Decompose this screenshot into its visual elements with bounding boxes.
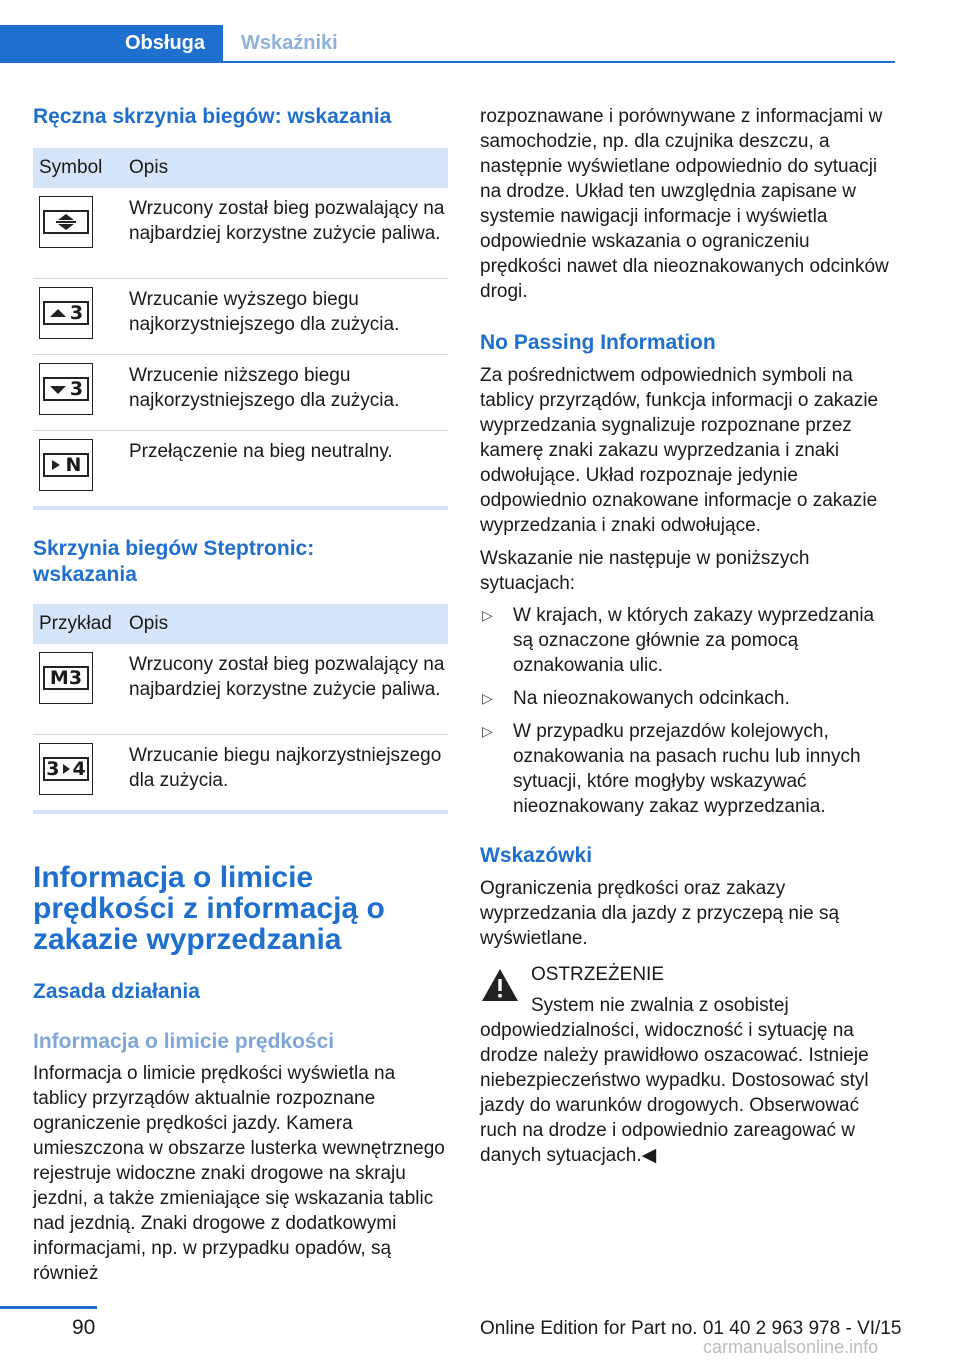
tab-label: Obsługa bbox=[124, 31, 205, 54]
tab-wskazniki[interactable] bbox=[241, 25, 338, 61]
manual-gear-title: Ręczna skrzynia biegów: wskazania bbox=[33, 105, 392, 128]
table-header-row bbox=[33, 604, 448, 644]
no-passing-title: No Passing Information bbox=[480, 331, 716, 354]
optimal-gear-icon bbox=[39, 196, 93, 248]
neutral-gear-icon: N bbox=[39, 439, 93, 491]
row-desc: Przełączenie na bieg neutralny. bbox=[129, 440, 393, 462]
list-item: ▷ Na nieoznakowanych odcinkach. bbox=[482, 688, 790, 709]
warning-text: System nie zwalnia z osobistej odpowiedzialności, widoczność i sytuację na drodze należy prawidłowo oszacować. Istnieje niebezpieczeństwo wypadku. Dostosować styl jazdy do warunków drogowych. Obserwować ruch na drodze i odpowiednio zareagować w danych sytuacjach.◀ bbox=[480, 995, 869, 1166]
col-symbol-header: Symbol bbox=[33, 148, 121, 188]
limit-text-cont: rozpoznawane i porównywane z informacjami w samochodzie, np. dla czujnika deszczu, a następnie wyświetlane odpowiednio do sytuacji na drodze. Układ ten uwzględnia zapisane w systemie nawigacji informacje i wyświetla odpowiednie wskazania o ograniczeniu prędkości nawet dla nieoznakowanych odcinków drogi. bbox=[480, 106, 889, 302]
no-passing-text: Za pośrednictwem odpowiednich symboli na tablicy przyrządów, funkcja informacji o zakazie wyprzedzania sygnalizuje rozpoznane przez kamerę znaki zakazu wyprzedzania i znaki odwołujące. Układ rozpoznaje jedynie odpowiednio oznakowane informacje o zakazie wyprzedzania i znaki odwołujące. bbox=[480, 365, 879, 536]
steptronic-title: Skrzynia biegów Steptronic: wskazania bbox=[33, 537, 315, 586]
table-row bbox=[33, 430, 448, 506]
speed-info-title: Informacja o limicie prędkości z informacją o zakazie wyprzedzania bbox=[33, 861, 385, 956]
col-example-header: Przykład bbox=[33, 604, 121, 644]
list-item: ▷ W krajach, w których zakazy wyprzedzania są oznaczone głównie za pomocą oznakowania ulic. bbox=[482, 605, 875, 676]
footer-rule bbox=[0, 1306, 97, 1309]
shift-up-icon: 3 bbox=[39, 287, 93, 339]
shift-3-to-4-icon: 3 4 bbox=[39, 743, 93, 795]
table-row bbox=[33, 188, 448, 278]
row-desc: Wrzucanie wyższego biegu najkorzystniejszego dla zużycia. bbox=[121, 278, 448, 354]
steptronic-table bbox=[33, 604, 448, 810]
warning-triangle-icon bbox=[480, 967, 520, 1003]
header-bar bbox=[0, 25, 895, 63]
limit-text: Informacja o limicie prędkości wyświetla na tablicy przyrządów aktualnie rozpoznane ograniczenie prędkości jazdy. Kamera umieszczona w obszarze lusterka wewnętrznego rejestruje widoczne znaki drogowe na skraju jezdni, a także zmieniające się wskazania tablic nad jezdnią. Znaki drogowe z dodatkowymi informacjami, np. w przypadku opadów, są również bbox=[33, 1063, 445, 1284]
table-row bbox=[33, 644, 448, 734]
tab-label: Wskaźniki bbox=[241, 31, 338, 54]
limit-title: Informacja o limicie prędkości bbox=[33, 1030, 335, 1053]
col-desc-header: Opis bbox=[121, 148, 448, 188]
shift-down-icon: 3 bbox=[39, 363, 93, 415]
watermark: carmanualsonline.info bbox=[703, 1337, 879, 1357]
table-row bbox=[33, 278, 448, 354]
row-desc: Wrzucony został bieg pozwalający na najbardziej korzystne zużycie paliwa. bbox=[121, 188, 448, 278]
manual-gear-table-wrap bbox=[33, 148, 448, 506]
principle-title: Zasada działania bbox=[33, 980, 200, 1003]
row-desc: Wrzucony został bieg pozwalający na najbardziej korzystne zużycie paliwa. bbox=[121, 644, 448, 734]
tips-title: Wskazówki bbox=[480, 844, 593, 867]
table-row bbox=[33, 734, 448, 810]
triangle-bullet-icon: ▷ bbox=[482, 723, 493, 739]
tips-text: Ograniczenia prędkości oraz zakazy wyprzedzania dla jazdy z przyczepą nie są wyświetlane. bbox=[480, 878, 840, 949]
row-desc: Wrzucanie biegu najkorzystniejszego dla zużycia. bbox=[129, 744, 442, 791]
not-shown-intro: Wskazanie nie następuje w poniższych sytuacjach: bbox=[480, 548, 810, 594]
row-desc: Wrzucenie niższego biegu najkorzystniejszego dla zużycia. bbox=[121, 354, 448, 430]
table-header-row bbox=[33, 148, 448, 188]
col-desc-header: Opis bbox=[121, 604, 448, 644]
edition-text: Online Edition for Part no. 01 40 2 963 978 - VI/15 bbox=[480, 1318, 902, 1339]
manual-mode-m3-icon: M3 bbox=[39, 652, 93, 704]
triangle-bullet-icon: ▷ bbox=[482, 690, 493, 706]
list-item: ▷ W przypadku przejazdów kolejowych, oznakowania na pasach ruchu lub innych sytuacji, które mogłyby wskazywać nieoznakowany zakaz wyprzedzania. bbox=[482, 721, 861, 817]
manual-gear-table bbox=[33, 148, 448, 506]
not-shown-list bbox=[480, 603, 895, 819]
table-row bbox=[33, 354, 448, 430]
triangle-bullet-icon: ▷ bbox=[482, 607, 493, 623]
table-end-rule bbox=[33, 506, 448, 510]
table-end-rule bbox=[33, 810, 448, 814]
tab-obsluga[interactable] bbox=[0, 25, 223, 61]
warning-label: OSTRZEŻENIE bbox=[531, 964, 665, 985]
page-number: 90 bbox=[72, 1316, 96, 1339]
warning-block bbox=[480, 962, 895, 1168]
steptronic-table-wrap bbox=[33, 604, 448, 810]
